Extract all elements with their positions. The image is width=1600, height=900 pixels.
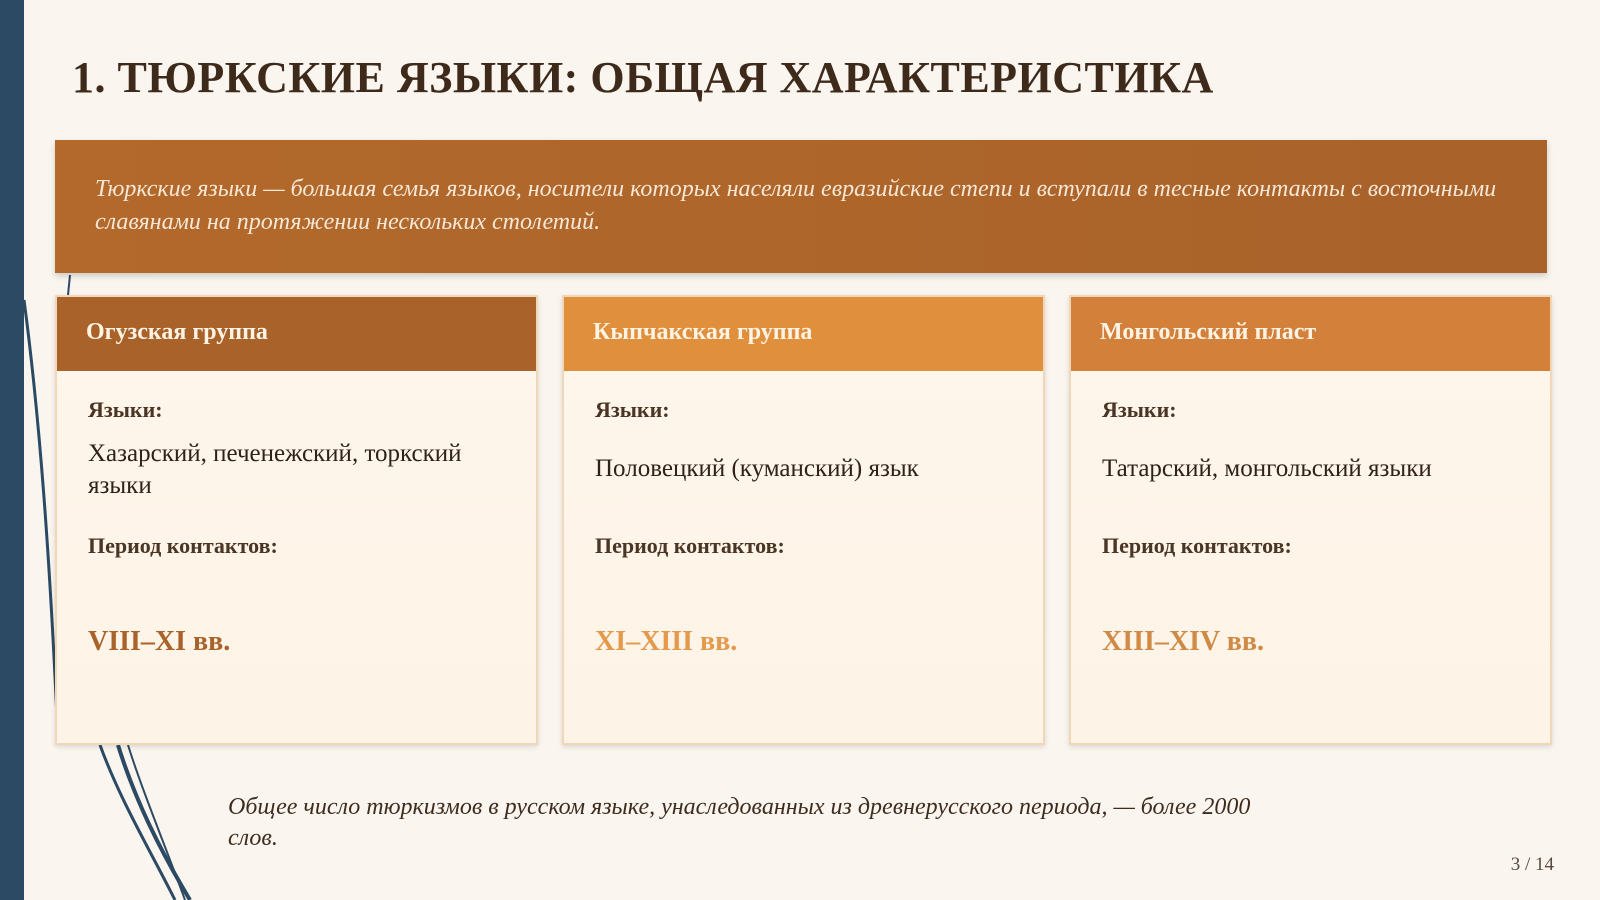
- period-label: Период контактов:: [595, 533, 785, 558]
- card-kipchak: [562, 295, 1045, 745]
- period-value: XI–XIII вв.: [595, 626, 738, 657]
- card-mongol: [1069, 295, 1552, 745]
- languages-label: Языки:: [88, 397, 163, 422]
- card-body: [564, 371, 1043, 745]
- languages-text: Татарский, монгольский языки: [1102, 455, 1432, 482]
- period-label: Период контактов:: [88, 533, 278, 558]
- page-number: 3 / 14: [1510, 854, 1554, 875]
- card-header: Огузская группа: [57, 297, 536, 371]
- languages-label: Языки:: [1102, 397, 1177, 422]
- period-value: VIII–XI вв.: [88, 626, 231, 657]
- period-label: Период контактов:: [1102, 533, 1292, 558]
- intro-text: Тюркские языки — большая семья языков, носители которых населяли евразийские степи и вступали в тесные контакты с восточными славянами на протяжении нескольких столетий.: [95, 176, 1497, 235]
- slide-title: 1. ТЮРКСКИЕ ЯЗЫКИ: ОБЩАЯ ХАРАКТЕРИСТИКА: [72, 53, 1214, 102]
- card-body: [1071, 371, 1550, 745]
- languages-text: Половецкий (куманский) язык: [595, 455, 919, 482]
- period-value: XIII–XIV вв.: [1102, 626, 1264, 657]
- languages-text: Хазарский, печенежский, торкский языки: [88, 440, 462, 499]
- card-body: [57, 371, 536, 745]
- card-header: Монгольский пласт: [1071, 297, 1550, 371]
- intro-banner: [55, 140, 1547, 273]
- card-oguz: [55, 295, 538, 745]
- languages-label: Языки:: [595, 397, 670, 422]
- card-header: Кыпчакская группа: [564, 297, 1043, 371]
- footer-note: Общее число тюркизмов в русском языке, унаследованных из древнерусского периода, — более 2000 слов.: [228, 794, 1251, 851]
- left-accent-bar: [0, 0, 24, 900]
